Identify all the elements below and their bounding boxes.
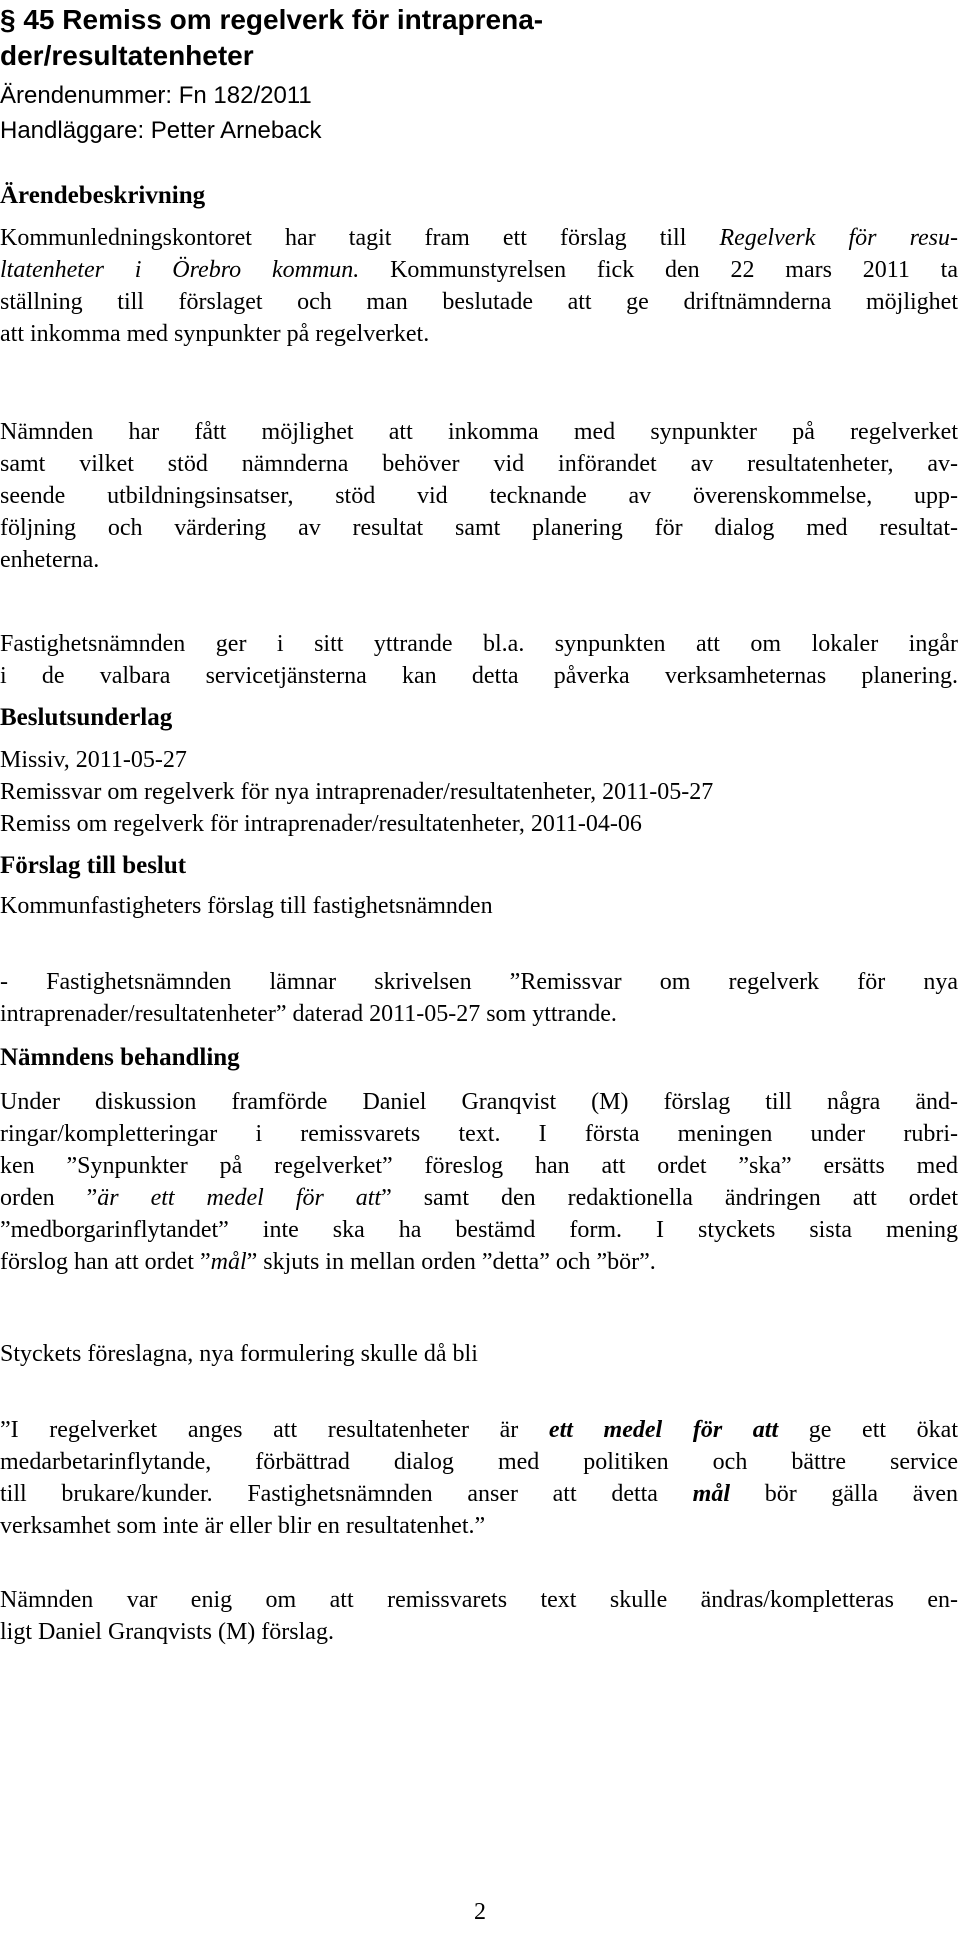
text-line: orden ”är ett medel för att” samt den redaktionella ändringen att ordet (0, 1185, 959, 1211)
quoted-italic: mål (210, 1249, 247, 1275)
paragraph-statement (0, 628, 958, 692)
section-title-line: § 45 Remiss om regelverk för intraprena- (0, 4, 544, 35)
text-line: Nämnden har fått möjlighet att inkomma med synpunkter på regelverket (0, 419, 958, 445)
proposal-text (0, 966, 958, 1030)
text-line: förslog han att ordet ”mål” skjuts in mellan orden ”detta” och ”bör”. (0, 1249, 656, 1275)
text-line: medarbetarinflytande, förbättrad dialog med politiken och bättre service (0, 1449, 958, 1475)
text-line: intraprenader/resultatenheter” daterad 2011-05-27 som yttrande. (0, 1001, 617, 1027)
text-line: - Fastighetsnämnden lämnar skrivelsen ”Remissvar om regelverk för nya (0, 969, 958, 995)
text-line: samt vilket stöd nämnderna behöver vid införandet av resultatenheter, av- (0, 451, 958, 477)
text-line: ställning till förslaget och man beslutade att ge driftnämnderna möjlighet (0, 289, 958, 315)
text-line: ringar/kompletteringar i remissvarets text. I första meningen under rubri- (0, 1121, 958, 1147)
decision-basis-list (0, 744, 958, 840)
text-line: ”medborgarinflytandet” inte ska ha bestämd form. I styckets sista mening (0, 1217, 958, 1243)
list-item: Remissvar om regelverk för nya intraprenader/resultatenheter, 2011-05-27 (0, 779, 714, 805)
text-line: i de valbara servicetjänsterna kan detta påverka verksamheternas planering. (0, 663, 958, 689)
list-item: Remiss om regelverk för intraprenader/resultatenheter, 2011-04-06 (0, 811, 642, 837)
text-line: följning och värdering av resultat samt planering för dialog med resultat- (0, 515, 958, 541)
text-line: Kommunfastigheters förslag till fastighetsnämnden (0, 893, 493, 919)
paragraph-new-wording (0, 1414, 958, 1542)
text-line: seende utbildningsinsatser, stöd vid tecknande av överenskommelse, upp- (0, 483, 958, 509)
text-line: enheterna. (0, 547, 100, 573)
emphasis-bold-italic: mål (692, 1481, 730, 1507)
proposal-intro (0, 890, 958, 922)
heading-forslag: Förslag till beslut (0, 852, 187, 879)
heading-arendebeskrivning: Ärendebeskrivning (0, 182, 206, 209)
text-line: verksamhet som inte är eller blir en resultatenhet.” (0, 1513, 486, 1539)
text-line: Styckets föreslagna, nya formulering skulle då bli (0, 1341, 478, 1367)
page-number: 2 (474, 1899, 486, 1925)
paragraph-decision (0, 1584, 958, 1648)
paragraph-background (0, 222, 958, 350)
document-title-italic: Regelverk för resu- (719, 225, 959, 251)
paragraph-discussion (0, 1086, 958, 1278)
text-line: att inkomma med synpunkter på regelverket. (0, 321, 430, 347)
emphasis-bold-italic: ett medel för att (548, 1417, 779, 1443)
text-line: ken ”Synpunkter på regelverket” föreslog han att ordet ”ska” ersätts med (0, 1153, 958, 1179)
heading-behandling: Nämndens behandling (0, 1044, 240, 1071)
section-title (0, 2, 940, 74)
text-line: Nämnden var enig om att remissvarets text skulle ändras/kompletteras en- (0, 1587, 958, 1613)
quoted-italic: är ett medel för att (97, 1185, 382, 1211)
text-line: ltatenheter i Örebro kommun. Kommunstyrelsen fick den 22 mars 2011 ta (0, 257, 958, 283)
case-handler: Handläggare: Petter Arneback (0, 117, 322, 144)
text-line: Fastighetsnämnden ger i sitt yttrande bl.a. synpunkten att om lokaler ingår (0, 631, 958, 657)
text-line: till brukare/kunder. Fastighetsnämnden anser att detta mål bör gälla även (0, 1481, 958, 1507)
text-line: ”I regelverket anges att resultatenheter är ett medel för att ge ett ökat (0, 1417, 958, 1443)
paragraph-new-wording-intro (0, 1338, 958, 1370)
text-line: Kommunledningskontoret har tagit fram ett förslag till Regelverk för resu- (0, 225, 959, 251)
case-number: Ärendenummer: Fn 182/2011 (0, 82, 312, 109)
section-title-line: der/resultatenheter (0, 40, 254, 71)
document-title-italic: ltatenheter i Örebro kommun. (0, 257, 360, 283)
paragraph-request (0, 416, 958, 576)
text-line: Under diskussion framförde Daniel Granqvist (M) förslag till några änd- (0, 1089, 958, 1115)
heading-beslutsunderlag: Beslutsunderlag (0, 704, 173, 731)
text-line: ligt Daniel Granqvists (M) förslag. (0, 1619, 334, 1645)
list-item: Missiv, 2011-05-27 (0, 747, 187, 773)
